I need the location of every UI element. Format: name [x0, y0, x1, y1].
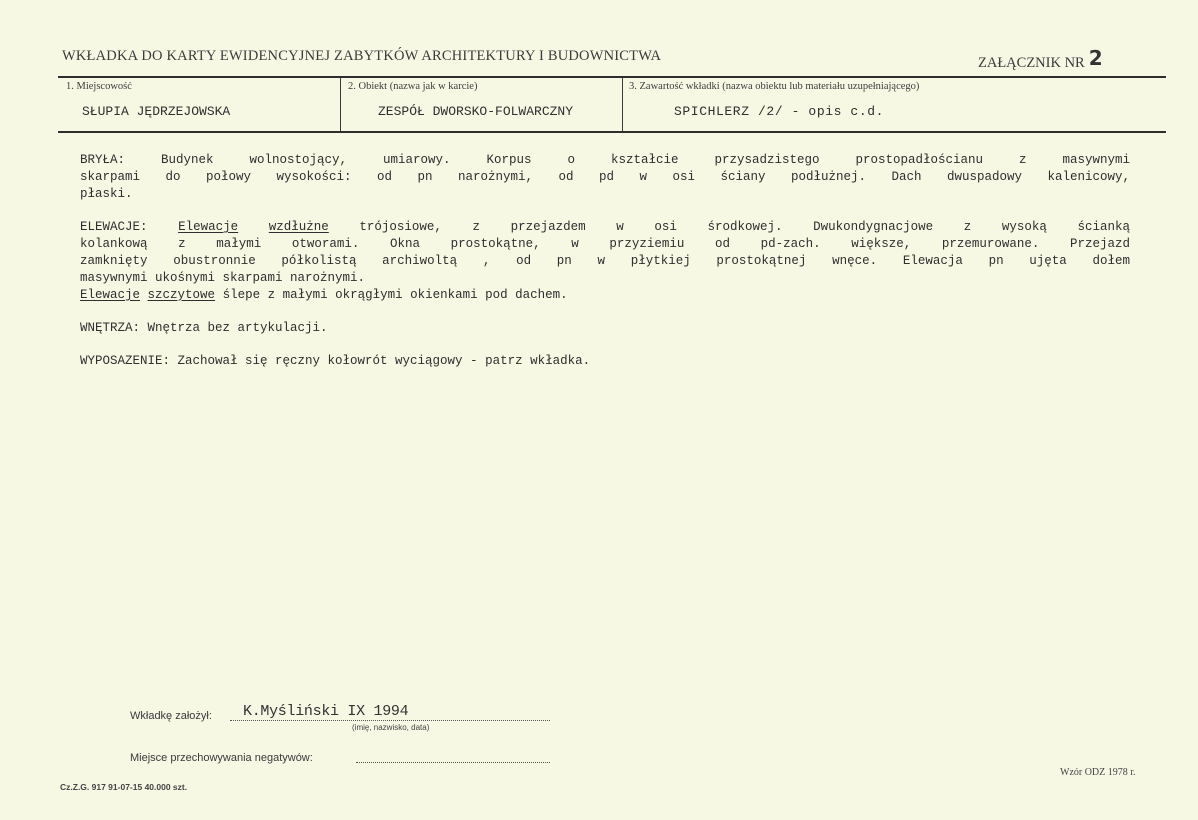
field-content-label: 3. Zawartość wkładki (nazwa obiektu lub materiału uzupełniającego)	[629, 81, 920, 92]
section-wyposazenie	[80, 353, 1130, 370]
field-content-value: SPICHLERZ /2/ - opis c.d.	[674, 104, 885, 119]
bryla-line: płaski.	[80, 187, 133, 201]
founder-label: Wkładkę założył:	[130, 710, 212, 722]
founder-line	[230, 720, 550, 721]
attachment-number-value: 2	[1088, 46, 1103, 70]
founder-caption: (imię, nazwisko, data)	[352, 723, 430, 732]
section-wnetrza	[80, 320, 1130, 337]
elewacje-line	[80, 287, 1130, 304]
elewacje-heading: ELEWACJE:	[80, 220, 148, 234]
field-object-label: 2. Obiekt (nazwa jak w karcie)	[348, 81, 478, 92]
print-info: Cz.Z.G. 917 91-07-15 40.000 szt.	[60, 782, 188, 792]
top-rule	[58, 76, 1166, 78]
form-title: WKŁADKA DO KARTY EWIDENCYJNEJ ZABYTKÓW ARCHITEKTURY I BUDOWNICTWA	[62, 48, 662, 64]
form-model: Wzór ODZ 1978 r.	[1060, 767, 1136, 778]
elewacje-line: zamknięty obustronnie półkolistą archiwoltą , od pn w płytkiej prostokątnej wnęce. Elewacja pn ujęta dołem	[80, 254, 1130, 268]
column-divider-1	[340, 78, 341, 131]
field-place-value: SŁUPIA JĘDRZEJOWSKA	[82, 104, 231, 119]
bryla-line: BRYŁA: Budynek wolnostojący, umiarowy. Korpus o kształcie przysadzistego prostopadłościanu z masywnymi	[80, 153, 1130, 167]
underlined-term: Elewacje	[178, 220, 239, 234]
negatives-line	[356, 762, 550, 763]
section-elewacje	[80, 219, 1130, 304]
elewacje-line	[80, 219, 1130, 236]
description-body	[80, 152, 1130, 386]
column-divider-2	[622, 78, 623, 131]
elewacje-text: ślepe z małymi okrągłymi okienkami pod dachem.	[222, 288, 568, 302]
section-bryla	[80, 152, 1130, 203]
wnetrza-line: WNĘTRZA: Wnętrza bez artykulacji.	[80, 321, 328, 335]
negatives-label: Miejsce przechowywania negatywów:	[130, 752, 313, 764]
field-place-label: 1. Miejscowość	[66, 81, 132, 92]
elewacje-text: trójosiowe, z przejazdem w osi środkowej. Dwukondygnacjowe z wysoką ścianką	[359, 220, 1130, 234]
wyposazenie-line: WYPOSAZENIE: Zachował się ręczny kołowrót wyciągowy - patrz wkładka.	[80, 354, 591, 368]
underlined-term: szczytowe	[147, 288, 216, 302]
founder-value: K.Myśliński IX 1994	[243, 703, 409, 720]
field-object-value: ZESPÓŁ DWORSKO-FOLWARCZNY	[378, 104, 574, 119]
attachment-number	[978, 48, 1103, 72]
bryla-line: skarpami do połowy wysokości: od pn narożnymi, od pd w osi ściany podłużnej. Dach dwuspadowy kalenicowy,	[80, 170, 1130, 184]
elewacje-line: kolankową z małymi otworami. Okna prostokątne, w przyziemiu od pd-zach. większe, przemurowane. Przejazd	[80, 237, 1130, 251]
underlined-term: Elewacje	[80, 288, 141, 302]
elewacje-line: masywnymi ukośnymi skarpami narożnymi.	[80, 271, 366, 285]
underlined-term: wzdłużne	[268, 220, 329, 234]
bottom-rule	[58, 131, 1166, 133]
attachment-label: ZAŁĄCZNIK NR	[978, 55, 1085, 71]
